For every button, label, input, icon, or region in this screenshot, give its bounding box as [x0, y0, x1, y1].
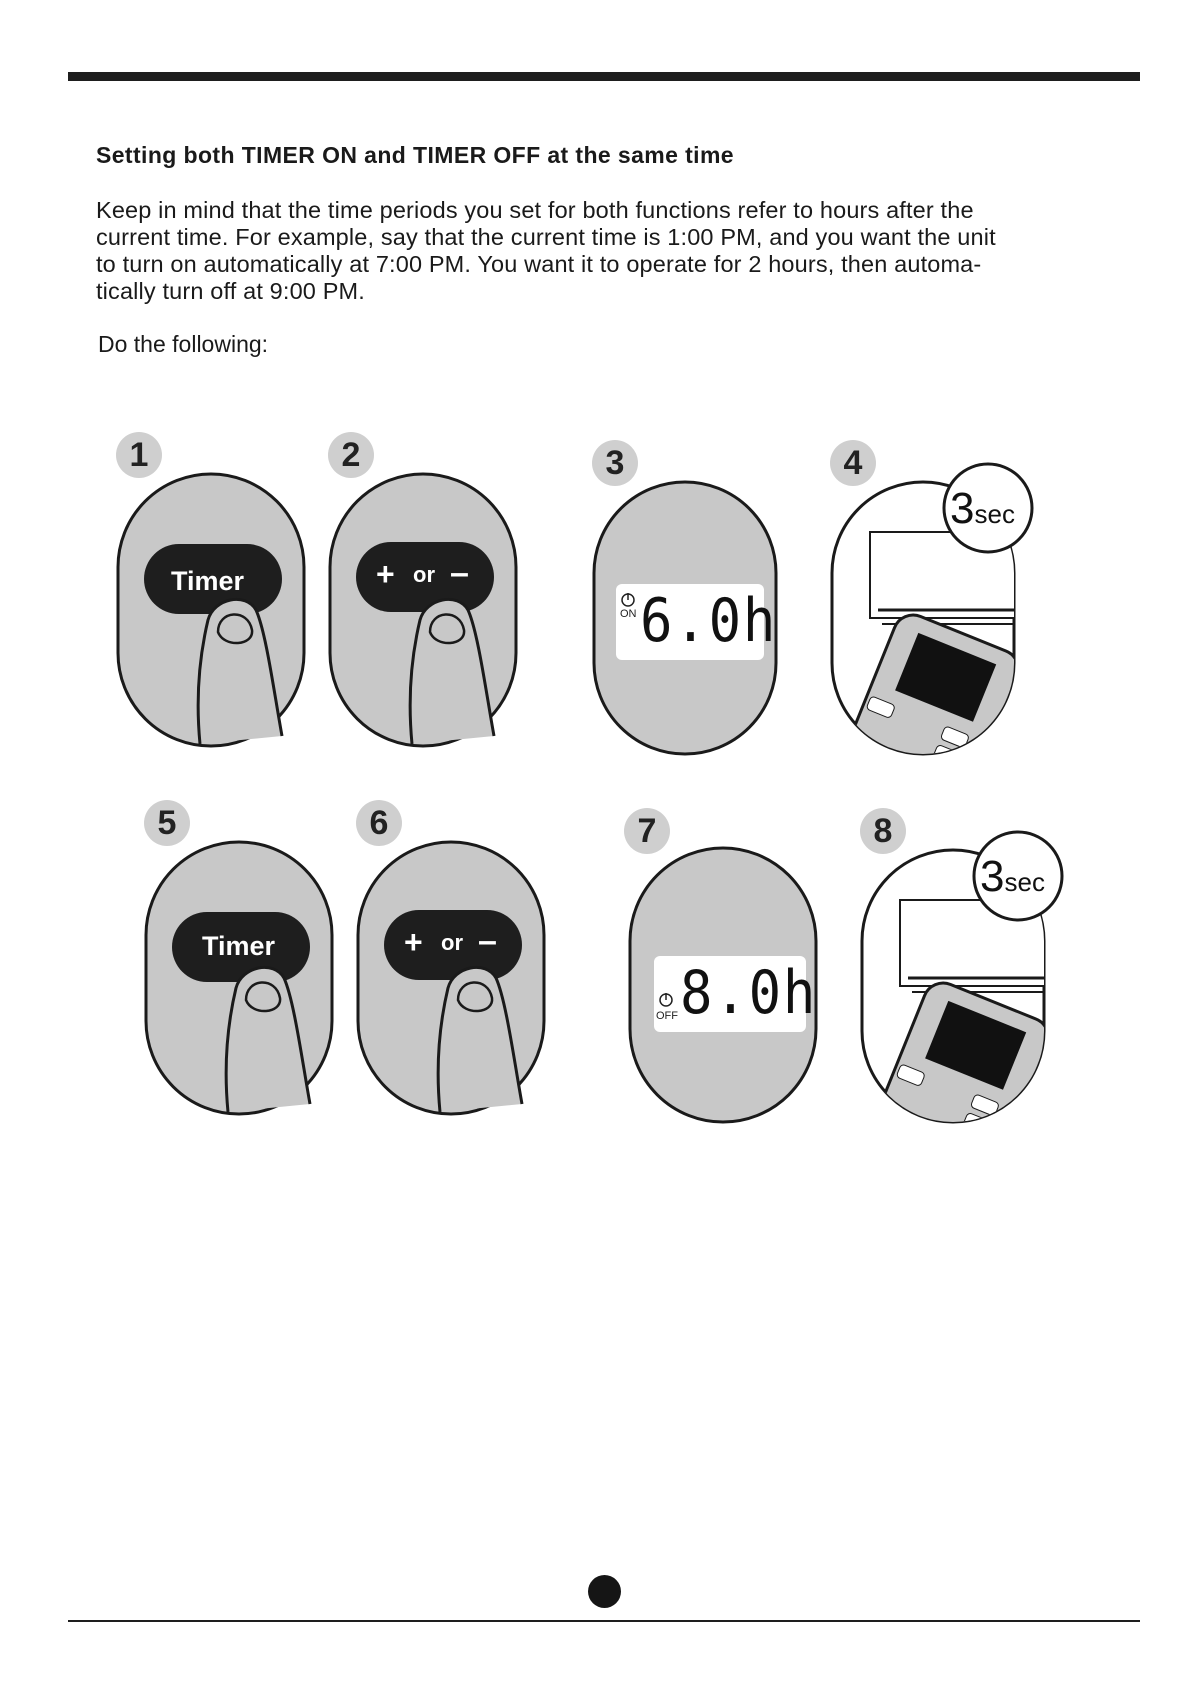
- step-number: 1: [116, 432, 162, 478]
- instruction-paragraph: [96, 197, 1096, 305]
- hold-value: 3: [950, 484, 975, 533]
- or-label: or: [413, 562, 435, 587]
- section-heading: Setting both TIMER ON and TIMER OFF at the same time: [96, 142, 734, 168]
- step-6-plus-minus-press: [356, 800, 556, 1120]
- hold-duration: [950, 484, 1015, 534]
- paragraph-line: to turn on automatically at 7:00 PM. You want it to operate for 2 hours, then automa-: [96, 251, 982, 277]
- oval-panel: [830, 440, 1050, 760]
- paragraph-line: tically turn off at 9:00 PM.: [96, 278, 365, 304]
- step-number: 4: [830, 440, 876, 486]
- lead-text: Do the following:: [98, 331, 269, 357]
- step-4-hold-3sec: [830, 440, 1050, 760]
- minus-button[interactable]: –: [450, 554, 469, 592]
- paragraph-line: Keep in mind that the time periods you set for both functions refer to hours after the: [96, 197, 974, 223]
- step-1-timer-press: [116, 432, 316, 752]
- bottom-rule: [68, 1620, 1140, 1622]
- lcd-screen: [616, 584, 778, 660]
- step-number: 3: [592, 440, 638, 486]
- timer-mode-label: ON: [620, 608, 637, 620]
- finger-press-icon: [116, 432, 316, 752]
- step-3-on-display: [592, 440, 792, 760]
- finger-press-icon: [356, 800, 556, 1120]
- step-number: 2: [328, 432, 374, 478]
- step-number: 8: [860, 808, 906, 854]
- air-conditioner-icon: [900, 900, 1080, 992]
- step-2-plus-minus-press: [328, 432, 528, 752]
- timer-display: 8.0h: [680, 958, 818, 1028]
- step-number: 7: [624, 808, 670, 854]
- paragraph-line: current time. For example, say that the current time is 1:00 PM, and you want the unit: [96, 224, 996, 250]
- step-7-off-display: [624, 808, 824, 1128]
- timer-mode-label: OFF: [656, 1010, 678, 1022]
- timer-display: 6.0h: [640, 586, 778, 656]
- step-number: 6: [356, 800, 402, 846]
- page-marker: [588, 1575, 621, 1608]
- finger-press-icon: [328, 432, 528, 752]
- timer-button[interactable]: Timer: [171, 566, 245, 596]
- step-8-hold-3sec: [860, 808, 1080, 1128]
- minus-button[interactable]: –: [478, 922, 497, 960]
- or-label: or: [441, 930, 463, 955]
- finger-press-icon: [144, 800, 344, 1120]
- hold-unit: sec: [974, 499, 1015, 529]
- air-conditioner-icon: [870, 532, 1050, 624]
- timer-clock-icon: [620, 592, 636, 608]
- timer-button[interactable]: Timer: [202, 931, 276, 961]
- hold-value: 3: [980, 852, 1005, 901]
- oval-panel: [860, 808, 1080, 1128]
- timer-clock-icon: [658, 992, 674, 1008]
- plus-button[interactable]: +: [376, 556, 395, 592]
- step-5-timer-press: [144, 800, 344, 1120]
- lcd-screen: [654, 956, 818, 1032]
- top-rule: [68, 72, 1140, 81]
- step-number: 5: [144, 800, 190, 846]
- hold-unit: sec: [1004, 867, 1045, 897]
- hold-duration: [980, 852, 1045, 902]
- plus-button[interactable]: +: [404, 924, 423, 960]
